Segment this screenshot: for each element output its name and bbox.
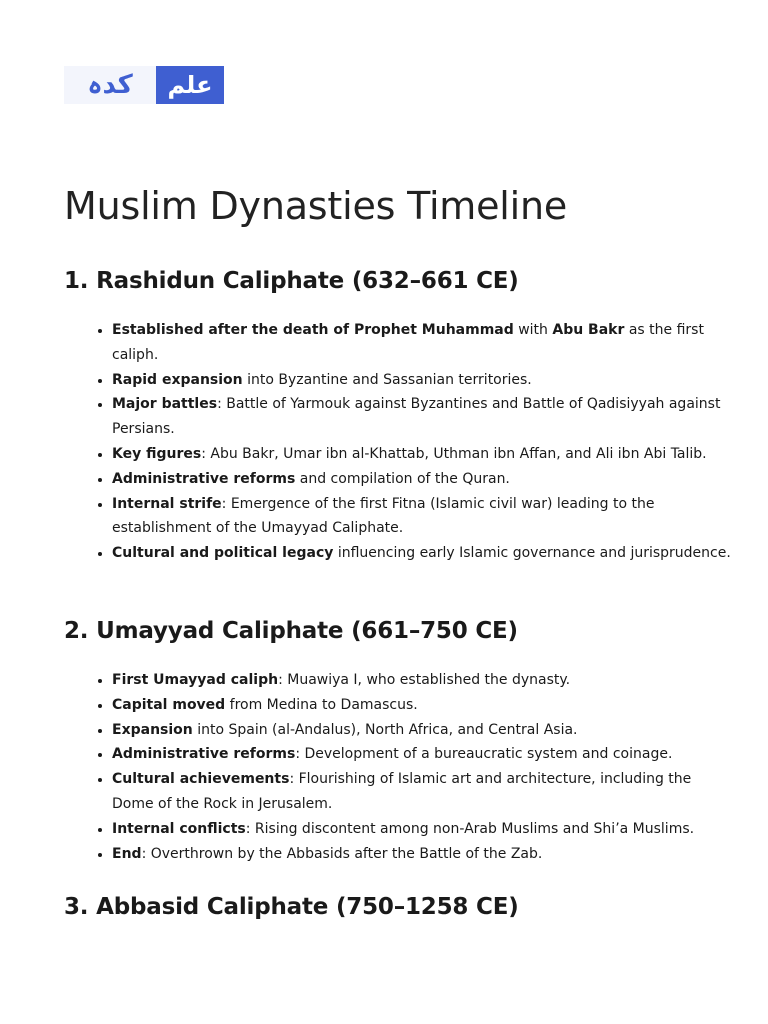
list-item (112, 442, 732, 467)
bullet-list-umayyad (92, 668, 732, 866)
site-logo[interactable] (64, 66, 224, 104)
list-item (112, 541, 732, 566)
bullet-bold: Administrative reforms (112, 470, 296, 487)
list-item (112, 467, 732, 492)
section-heading-umayyad: 2. Umayyad Caliphate (661–750 CE) (64, 618, 518, 644)
bullet-text: : Rising discontent among non-Arab Muslims and Shi’a Muslims. (245, 820, 695, 837)
list-item (112, 817, 732, 842)
list-item (112, 392, 732, 442)
bullet-text: : Abu Bakr, Umar ibn al-Khattab, Uthman ibn Affan, and Ali ibn Abi Talib. (201, 445, 707, 462)
bullet-text: into Spain (al-Andalus), North Africa, and Central Asia. (192, 721, 578, 738)
bullet-bold: First Umayyad caliph (112, 672, 279, 688)
bullet-bold: Major battles (112, 396, 218, 413)
bullet-text: with (513, 322, 553, 338)
bullet-bold: Administrative reforms (112, 746, 296, 763)
bullet-text: and compilation of the Quran. (295, 470, 510, 487)
list-item (112, 767, 732, 817)
bullet-text: into Byzantine and Sassanian territories. (242, 371, 532, 388)
bullet-text: influencing early Islamic governance and jurisprudence. (333, 545, 731, 562)
bullet-text: : Development of a bureaucratic system and coinage. (295, 746, 673, 763)
bullet-text: from Medina to Damascus. (225, 696, 418, 713)
bullet-bold: Rapid expansion (112, 371, 243, 388)
logo-right-text: علم (167, 71, 213, 99)
bullet-text: : Flourishing of Islamic art and architecture, including the Dome of the Rock in Jerusalem. (112, 771, 692, 812)
section-heading-abbasid: 3. Abbasid Caliphate (750–1258 CE) (64, 894, 519, 920)
list-item (112, 668, 732, 693)
bullet-list-rashidun (92, 318, 732, 566)
page-title: Muslim Dynasties Timeline (64, 184, 568, 228)
bullet-bold: Established after the death of Prophet Muhammad (112, 322, 514, 338)
bullet-bold: Expansion (112, 721, 193, 738)
logo-left-part (64, 66, 156, 104)
bullet-text: : Battle of Yarmouk against Byzantines and Battle of Qadisiyyah against Persians. (112, 396, 721, 438)
bullet-text: : Muawiya I, who established the dynasty. (278, 672, 571, 688)
logo-right-part (156, 66, 224, 104)
bullet-bold: End (112, 845, 142, 862)
bullet-text: : Emergence of the first Fitna (Islamic civil war) leading to the establishment of the Umayyad Caliphate. (112, 495, 655, 537)
bullet-bold: Abu Bakr (552, 322, 625, 338)
bullet-bold: Capital moved (112, 696, 226, 713)
list-item (112, 368, 732, 393)
list-item (112, 742, 732, 767)
logo-left-text: کدہ (87, 70, 133, 100)
list-item (112, 492, 732, 542)
bullet-bold: Internal conflicts (112, 820, 246, 837)
bullet-bold: Cultural achievements (112, 771, 290, 788)
bullet-text: as the first caliph. (112, 322, 704, 363)
list-item (112, 693, 732, 718)
section-heading-rashidun: 1. Rashidun Caliphate (632–661 CE) (64, 268, 519, 294)
list-item (112, 842, 732, 867)
list-item (112, 718, 732, 743)
bullet-bold: Internal strife (112, 495, 222, 512)
bullet-bold: Key figures (112, 445, 202, 462)
list-item (112, 318, 732, 368)
bullet-text: : Overthrown by the Abbasids after the Battle of the Zab. (141, 845, 543, 862)
bullet-bold: Cultural and political legacy (112, 545, 334, 562)
